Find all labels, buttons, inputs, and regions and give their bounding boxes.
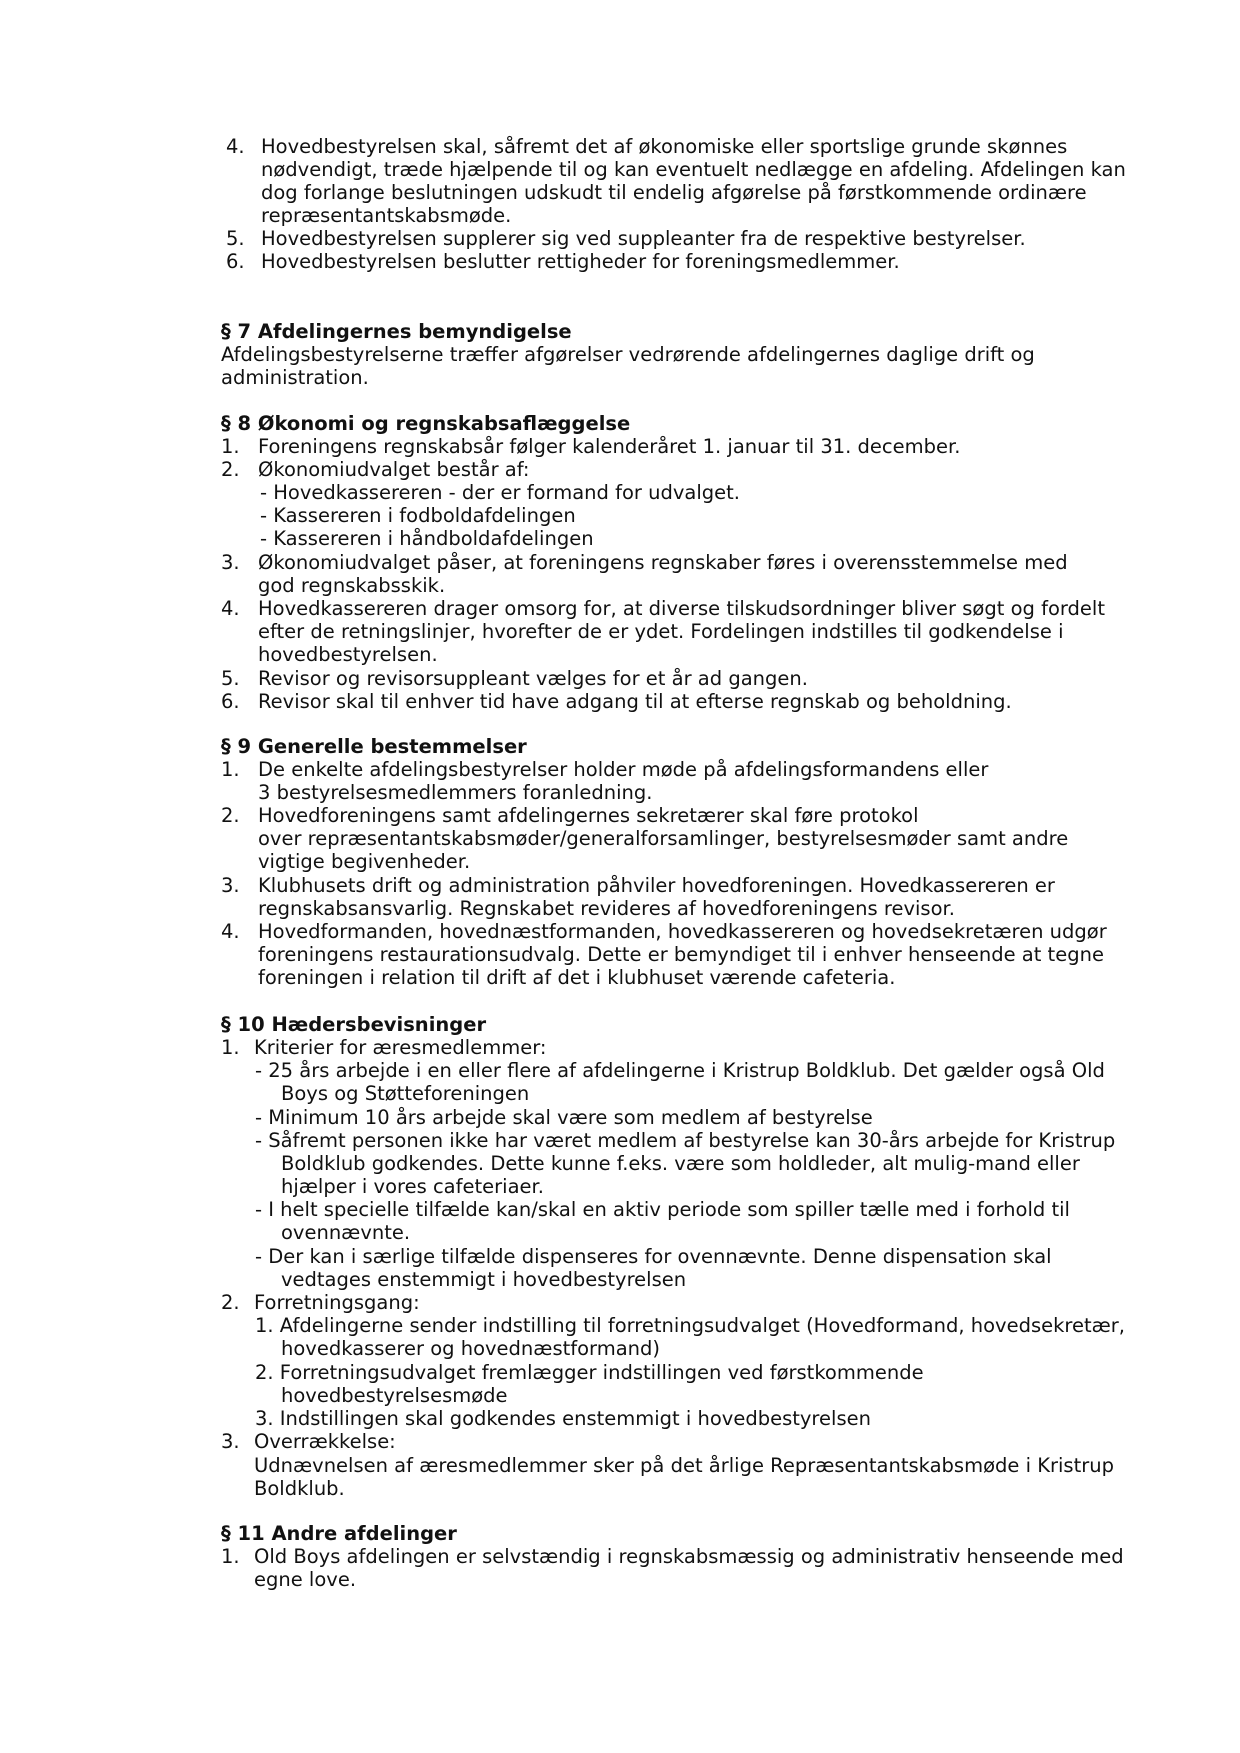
numbered-subline: 2. Forretningsudvalget fremlægger indstillingen ved førstkommende (255, 1361, 924, 1384)
list-number: 2. (221, 804, 240, 827)
section-heading: § 11 Andre afdelinger (221, 1522, 457, 1545)
list-number: 4. (221, 920, 240, 943)
paragraph-line: ovennævnte. (281, 1221, 411, 1244)
paragraph-line: Udnævnelsen af æresmedlemmer sker på det årlige Repræsentantskabsmøde i Kristrup (254, 1454, 1114, 1477)
list-number: 1. (221, 1545, 240, 1568)
list-number: 1. (221, 435, 240, 458)
paragraph-line: vedtages enstemmigt i hovedbestyrelsen (281, 1268, 687, 1291)
paragraph-line: Boldklub. (254, 1477, 345, 1500)
bullet-line: - Såfremt personen ikke har været medlem af bestyrelse kan 30-års arbejde for Kristrup (255, 1129, 1116, 1152)
paragraph-line: efter de retningslinjer, hvorefter de er ydet. Fordelingen indstilles til godkendelse i (258, 620, 1064, 643)
paragraph-line: foreningen i relation til drift af det i klubhuset værende cafeteria. (258, 966, 896, 989)
paragraph-line: god regnskabsskik. (258, 574, 446, 597)
list-number: 1. (221, 758, 240, 781)
paragraph-line: Old Boys afdelingen er selvstændig i regnskabsmæssig og administrativ henseende med (254, 1545, 1124, 1568)
paragraph-line: Hovedforeningens samt afdelingernes sekretærer skal føre protokol (258, 804, 919, 827)
list-number: 6. (226, 250, 245, 273)
paragraph-line: Forretningsgang: (254, 1291, 420, 1314)
bullet-line: - Hovedkassereren - der er formand for udvalget. (260, 481, 740, 504)
paragraph-line: Hovedbestyrelsen supplerer sig ved suppleanter fra de respektive bestyrelser. (261, 227, 1026, 250)
paragraph-line: over repræsentantskabsmøder/generalforsamlinger, bestyrelsesmøder samt andre (258, 827, 1069, 850)
bullet-line: - Der kan i særlige tilfælde dispenseres for ovennævnte. Denne dispensation skal (255, 1245, 1052, 1268)
bullet-line: - Minimum 10 års arbejde skal være som medlem af bestyrelse (255, 1106, 873, 1129)
section-heading: § 7 Afdelingernes bemyndigelse (221, 320, 572, 343)
paragraph-line: hovedbestyrelsesmøde (281, 1384, 508, 1407)
bullet-line: - Kassereren i håndboldafdelingen (260, 527, 594, 550)
paragraph-line: Økonomiudvalget består af: (258, 458, 530, 481)
paragraph-line: Overrækkelse: (254, 1430, 396, 1453)
list-number: 3. (221, 551, 240, 574)
paragraph-line: Foreningens regnskabsår følger kalenderåret 1. januar til 31. december. (258, 435, 961, 458)
paragraph-line: egne love. (254, 1568, 357, 1591)
paragraph-line: foreningens restaurationsudvalg. Dette er bemyndiget til i enhver henseende at tegne (258, 943, 1104, 966)
paragraph-line: 3 bestyrelsesmedlemmers foranledning. (258, 781, 653, 804)
paragraph-line: Klubhusets drift og administration påhviler hovedforeningen. Hovedkassereren er (258, 874, 1055, 897)
list-number: 1. (221, 1036, 240, 1059)
paragraph-line: Boldklub godkendes. Dette kunne f.eks. være som holdleder, alt mulig-mand eller (281, 1152, 1080, 1175)
paragraph-line: hovedbestyrelsen. (258, 643, 438, 666)
paragraph-line: Revisor og revisorsuppleant vælges for et år ad gangen. (258, 667, 808, 690)
paragraph-line: Afdelingsbestyrelserne træffer afgørelser vedrørende afdelingernes daglige drift og (221, 343, 1035, 366)
paragraph-line: dog forlange beslutningen udskudt til endelig afgørelse på førstkommende ordinære (261, 181, 1087, 204)
paragraph-line: repræsentantskabsmøde. (261, 204, 512, 227)
paragraph-line: Hovedformanden, hovednæstformanden, hovedkassereren og hovedsekretæren udgør (258, 920, 1107, 943)
section-heading: § 10 Hædersbevisninger (221, 1013, 487, 1036)
bullet-line: - I helt specielle tilfælde kan/skal en aktiv periode som spiller tælle med i forhold til (255, 1198, 1070, 1221)
paragraph-line: hovedkasserer og hovednæstformand) (281, 1337, 661, 1360)
bullet-line: - 25 års arbejde i en eller flere af afdelingerne i Kristrup Boldklub. Det gælder også Old (255, 1059, 1105, 1082)
list-number: 6. (221, 690, 240, 713)
section-heading: § 9 Generelle bestemmelser (221, 735, 527, 758)
paragraph-line: Hovedkassereren drager omsorg for, at diverse tilskudsordninger bliver søgt og fordelt (258, 597, 1105, 620)
list-number: 4. (226, 135, 245, 158)
list-number: 2. (221, 458, 240, 481)
paragraph-line: Hovedbestyrelsen beslutter rettigheder for foreningsmedlemmer. (261, 250, 900, 273)
list-number: 3. (221, 1430, 240, 1453)
paragraph-line: administration. (221, 366, 369, 389)
paragraph-line: regnskabsansvarlig. Regnskabet revideres af hovedforeningens revisor. (258, 897, 955, 920)
list-number: 5. (221, 667, 240, 690)
bullet-line: - Kassereren i fodboldafdelingen (260, 504, 576, 527)
paragraph-line: De enkelte afdelingsbestyrelser holder møde på afdelingsformandens eller (258, 758, 989, 781)
numbered-subline: 3. Indstillingen skal godkendes enstemmigt i hovedbestyrelsen (255, 1407, 871, 1430)
paragraph-line: vigtige begivenheder. (258, 850, 471, 873)
paragraph-line: nødvendigt, træde hjælpende til og kan eventuelt nedlægge en afdeling. Afdelingen kan (261, 158, 1126, 181)
paragraph-line: Revisor skal til enhver tid have adgang til at efterse regnskab og beholdning. (258, 690, 1012, 713)
paragraph-line: Kriterier for æresmedlemmer: (254, 1036, 547, 1059)
numbered-subline: 1. Afdelingerne sender indstilling til forretningsudvalget (Hovedformand, hovedsekretær, (255, 1314, 1125, 1337)
paragraph-line: hjælper i vores cafeteriaer. (281, 1175, 544, 1198)
list-number: 5. (226, 227, 245, 250)
list-number: 2. (221, 1291, 240, 1314)
section-heading: § 8 Økonomi og regnskabsaflæggelse (221, 412, 631, 435)
list-number: 3. (221, 874, 240, 897)
paragraph-line: Hovedbestyrelsen skal, såfremt det af økonomiske eller sportslige grunde skønnes (261, 135, 1068, 158)
paragraph-line: Økonomiudvalget påser, at foreningens regnskaber føres i overensstemmelse med (258, 551, 1068, 574)
paragraph-line: Boys og Støtteforeningen (281, 1082, 530, 1105)
list-number: 4. (221, 597, 240, 620)
